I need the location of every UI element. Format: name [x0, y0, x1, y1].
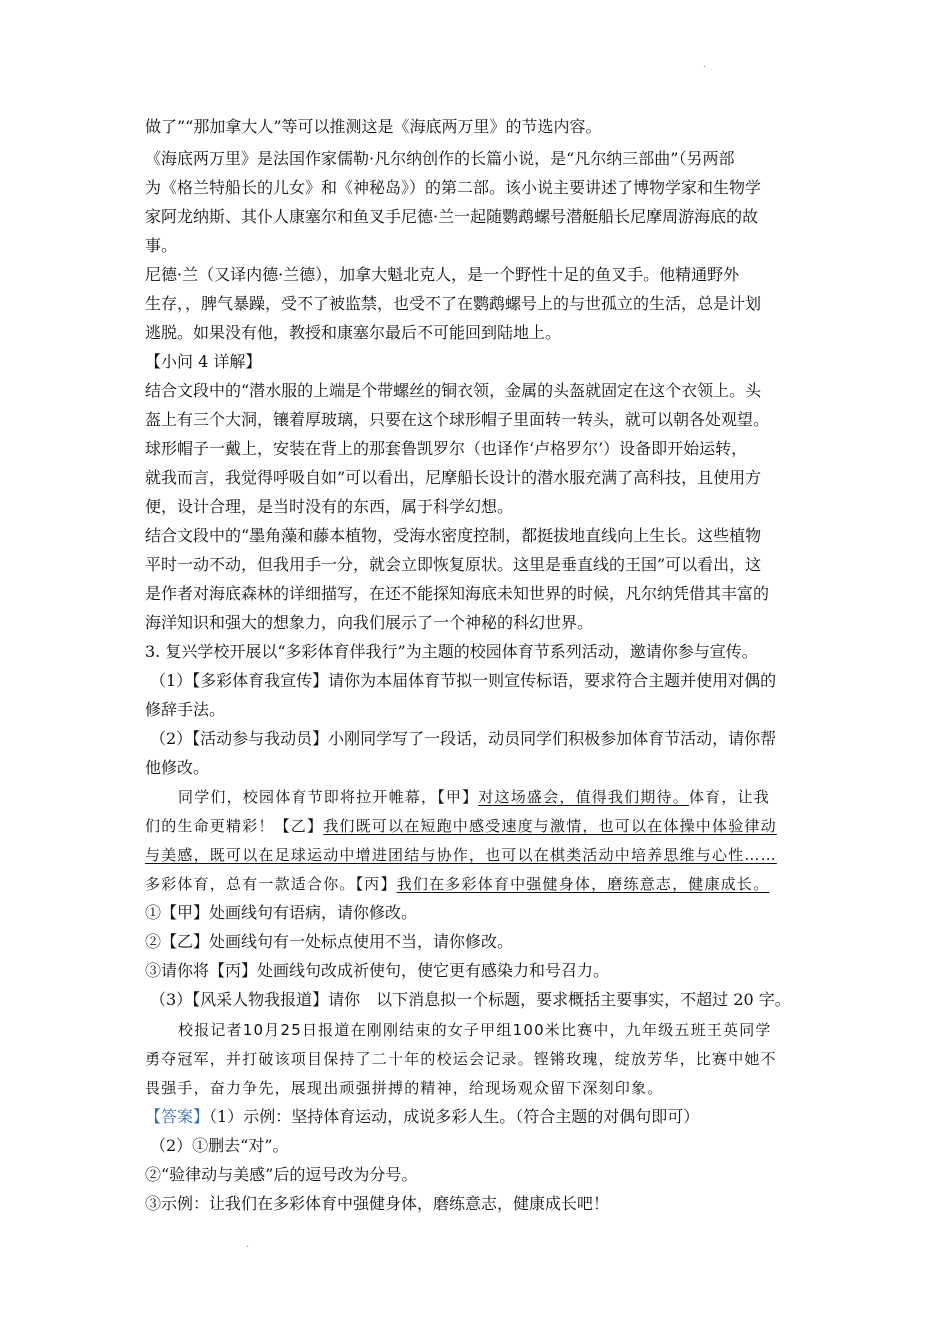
underlined-sentence-yi-cont: 与美感，既可以在足球运动中增进团结与协作，也可以在棋类活动中培养思维与心性……	[145, 846, 777, 864]
news-line: 校报记者10月25日报道在刚刚结束的女子甲组100米比赛中，九年级五班王英同学	[178, 1021, 772, 1039]
passage-text: 体育，让我	[688, 788, 770, 806]
answer-text: （1）示例：坚持体育运动，成说多彩人生。（符合主题的对偶句即可）	[209, 1107, 700, 1126]
sub-question-2: （2）【活动参与我动员】小刚同学写了一段话，动员同学们积极参加体育节活动，请你帮	[150, 729, 777, 748]
paragraph-line: 生存，，脾气暴躁，受不了被监禁，也受不了在鹦鹉螺号上的与世孤立的生活，总是计划	[145, 294, 762, 313]
paragraph-line: 海洋知识和强大的想象力，向我们展示了一个神秘的科幻世界。	[145, 613, 594, 632]
paragraph-line: 做了”“那加拿大人”等可以推测这是《海底两万里》的节选内容。	[145, 117, 602, 136]
paragraph-line: 家阿龙纳斯、其仆人康塞尔和鱼叉手尼德·兰一起随鹦鹉螺号潜艇船长尼摩周游海底的故	[145, 207, 759, 226]
question-stem: 3. 复兴学校开展以“多彩体育伴我行”为主题的校园体育节系列活动，邀请你参与宣传。	[145, 642, 758, 661]
answer-line: （2）①删去“对”。	[150, 1136, 289, 1155]
paragraph-line: 《海底两万里》是法国作家儒勒·凡尔纳创作的长篇小说，是“凡尔纳三部曲”（另两部	[145, 149, 735, 168]
task-item-1: ①【甲】处画线句有语病，请你修改。	[145, 903, 418, 922]
sub-question-2-cont: 他修改。	[145, 758, 210, 777]
sub-question-1: （1）【多彩体育我宣传】请你为本届体育节拟一则宣传标语，要求符合主题并使用对偶的	[150, 671, 777, 690]
underlined-sentence-yi: 我们既可以在短跑中感受速度与激情，也可以在体操中体验律动	[323, 817, 777, 835]
passage-line	[145, 844, 815, 866]
paragraph-line: 结合文段中的“墨角藻和藤本植物，受海水密度控制，都挺拔地直线向上生长。这些植物	[145, 526, 762, 545]
paragraph-line: 便，设计合理，是当时没有的东西，属于科学幻想。	[145, 497, 514, 516]
sub-question-3: （3）【风采人物我报道】请你 以下消息拟一个标题，要求概括主要事实，不超过 20 字。	[150, 990, 791, 1009]
answer-tag: 【答案】	[145, 1107, 210, 1126]
top-mark: ·	[703, 62, 707, 73]
paragraph-line: 事。	[145, 236, 178, 255]
passage-text: 同学们，校园体育节即将拉开帷幕，【甲】	[178, 788, 479, 806]
paragraph-line: 球形帽子一戴上，安装在背上的那套鲁凯罗尔（也译作‘卢格罗尔’）设备即开始运转，	[145, 439, 748, 458]
answer-line	[145, 1106, 815, 1128]
paragraph-line: 为《格兰特船长的儿女》和《神秘岛》）的第二部。该小说主要讲述了博物学家和生物学	[145, 178, 762, 197]
paragraph-line: 结合文段中的“潜水服的上端是个带螺丝的铜衣领，金属的头盔就固定在这个衣领上。头	[145, 381, 762, 400]
passage-text: 多彩体育，总有一款适合你。【丙】	[145, 875, 397, 893]
news-line: 畏强手，奋力争先，展现出顽强拼搏的精神，给现场观众留下深刻印象。	[145, 1079, 664, 1097]
bottom-mark: ·	[246, 1242, 250, 1253]
passage-line	[145, 873, 815, 895]
passage-line	[145, 815, 815, 837]
paragraph-line: 盔上有三个大洞，镶着厚玻璃，只要在这个球形帽子里面转一转头，就可以朝各处观望。	[145, 410, 770, 429]
paragraph-line: 是作者对海底森林的详细描写，在还不能探知海底未知世界的时候，凡尔纳凭借其丰富的	[145, 584, 770, 603]
paragraph-line: 平时一动不动，但我用手一分，就会立即恢复原状。这里是垂直线的王国”可以看出，这	[145, 555, 762, 574]
answer-line: ②“验律动与美感”后的逗号改为分号。	[145, 1165, 418, 1184]
paragraph-line: 尼德·兰（又译内德·兰德），加拿大魁北克人，是一个野性十足的鱼叉手。他精通野外	[145, 265, 740, 284]
news-line: 勇夺冠军，并打破该项目保持了二十年的校运会记录。铿锵玫瑰，绽放芳华，比赛中她不	[145, 1050, 777, 1068]
paragraph-line: 就我而言，我觉得呼吸自如”可以看出，尼摩船长设计的潜水服充满了高科技，且使用方	[145, 468, 762, 487]
passage-text: 们的生命更精彩！【乙】	[145, 817, 324, 835]
section-heading: 【小问 4 详解】	[145, 352, 262, 371]
task-item-3: ③请你将【丙】处画线句改成祈使句，使它更有感染力和号召力。	[145, 961, 610, 980]
sub-question-1-cont: 修辞手法。	[145, 700, 226, 719]
answer-line: ③示例：让我们在多彩体育中强健身体，磨练意志，健康成长吧！	[145, 1194, 610, 1213]
task-item-2: ②【乙】处画线句有一处标点使用不当，请你修改。	[145, 932, 514, 951]
underlined-sentence-bing: 我们在多彩体育中强健身体，磨练意志，健康成长。	[396, 875, 770, 893]
underlined-sentence-jia: 对这场盛会，值得我们期待。	[478, 788, 689, 806]
passage-line	[178, 786, 848, 808]
paragraph-line: 逃脱。如果没有他，教授和康塞尔最后不可能回到陆地上。	[145, 323, 562, 342]
